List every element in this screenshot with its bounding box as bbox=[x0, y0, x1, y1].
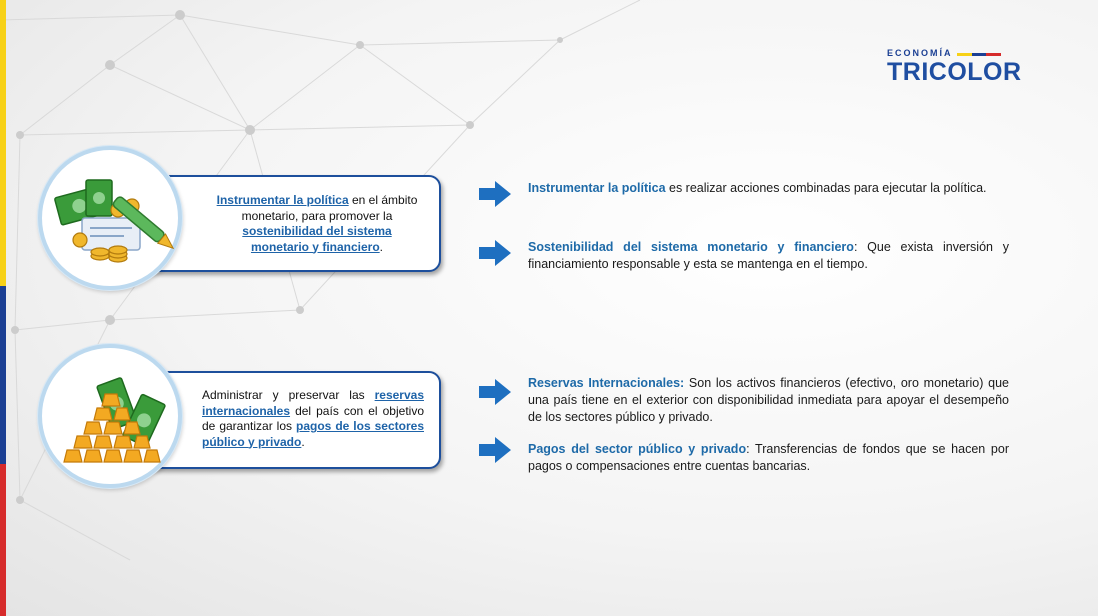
card-text-part: en el ámbito monetario, para promover la bbox=[241, 193, 418, 223]
arrow-icon bbox=[479, 437, 511, 463]
card-text-part: del país con el objetivo de garantizar los bbox=[202, 403, 424, 433]
definition-term: Pagos del sector público y privado bbox=[528, 442, 747, 456]
card-text-part: . bbox=[379, 239, 384, 254]
definition-pagos bbox=[528, 441, 1009, 475]
logo-color-bars bbox=[957, 53, 1001, 56]
definition-sostenibilidad bbox=[528, 239, 1009, 273]
flag-stripe bbox=[0, 0, 6, 616]
definition-instrumentar bbox=[528, 180, 1009, 197]
flag-blue bbox=[0, 286, 6, 464]
card-text-part: Administrar y preservar las bbox=[202, 388, 375, 402]
money-check-pen-icon bbox=[38, 146, 182, 290]
link-sostenibilidad[interactable]: sostenibilidad del sistema monetario y financiero bbox=[242, 224, 392, 254]
link-pagos-sectores[interactable]: pagos de los sectores público y privado bbox=[202, 419, 424, 449]
definition-text: : Transferencias de fondos que se hacen por pagos o compensaciones entre cuentas bancarias. bbox=[528, 442, 1009, 473]
arrow-icon bbox=[479, 240, 511, 266]
definition-reservas bbox=[528, 375, 1009, 426]
card-text-part: . bbox=[301, 434, 305, 449]
flag-red bbox=[0, 464, 6, 616]
card-text bbox=[202, 388, 424, 450]
definition-text: Son los activos financieros (efectivo, oro monetario) que una país tiene en el exterior con disponibilidad inmediata para apoyar el desempeño de los sectores público y privado. bbox=[528, 376, 1009, 424]
arrow-icon bbox=[479, 181, 511, 207]
definition-term: Reservas Internacionales: bbox=[528, 376, 685, 390]
link-instrumentar-politica[interactable]: Instrumentar la política bbox=[216, 193, 349, 207]
flag-yellow bbox=[0, 0, 6, 286]
gold-bars-cash-icon bbox=[38, 344, 182, 488]
link-reservas-internacionales[interactable]: reservas internacionales bbox=[202, 388, 424, 418]
arrow-icon bbox=[479, 379, 511, 405]
logo-main-word: TRICOLOR bbox=[887, 58, 1022, 86]
definition-term: Instrumentar la política bbox=[528, 181, 666, 195]
definition-text: : Que exista inversión y financiamiento responsable y esta se mantenga en el tiempo. bbox=[528, 240, 1009, 271]
economia-tricolor-logo bbox=[887, 48, 1042, 90]
definition-text: es realizar acciones combinadas para ejecutar la política. bbox=[665, 181, 987, 195]
definition-term: Sostenibilidad del sistema monetario y financiero bbox=[528, 240, 854, 254]
card-text bbox=[216, 193, 418, 255]
logo-top-word: ECONOMÍA bbox=[887, 48, 953, 58]
